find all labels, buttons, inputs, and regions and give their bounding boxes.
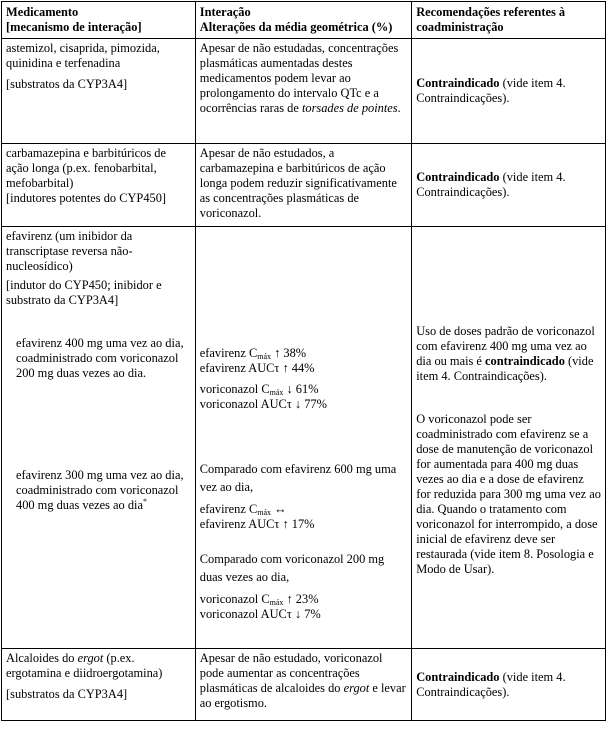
- drug-name: carbamazepina e barbitúricos de ação longa (p.ex. fenobarbital, mefobarbital): [6, 146, 166, 190]
- table-row: [2, 144, 606, 227]
- recommendation-cell: Contraindicado (vide item 4. Contraindicações).: [412, 649, 606, 721]
- efavirenz-300-regimen: efavirenz 300 mg uma vez ao dia, coadministrado com voriconazol 400 mg duas vezes ao dia*: [16, 468, 184, 512]
- drug-cell: [2, 649, 196, 721]
- drug-name: Alcaloides do ergot (p.ex. ergotamina e diidroergotamina): [6, 651, 163, 680]
- table-row: [2, 649, 606, 721]
- efavirenz-400-regimen: efavirenz 400 mg uma vez ao dia, coadministrado com voriconazol 200 mg duas vezes ao dia.: [16, 336, 184, 380]
- drug-cell: [2, 227, 196, 649]
- interaction-cell: Apesar de não estudadas, concentrações plasmáticas aumentadas destes medicamentos podem levar ao prolongamento do intervalo QTc e a ocorrências raras de torsades de pointes.: [195, 39, 411, 144]
- table-row: [2, 39, 606, 144]
- interaction-cell: Apesar de não estudado, voriconazol pode aumentar as concentrações plasmáticas de alcaloides do ergot e levar ao ergotismo.: [195, 649, 411, 721]
- drug-mechanism: [substratos da CYP3A4]: [6, 77, 128, 91]
- header-medicamento: Medicamento [mecanismo de interação]: [2, 2, 196, 39]
- header-recomendacoes: Recomendações referentes à coadministração: [412, 2, 606, 39]
- interaction-cell: efavirenz $C_{máx}$ ↑ 38% efavirenz AUCτ ↑ 44% voriconazol $C_{máx}$ ↓ 61% voriconazol AUCτ ↓ 77% Comparado com efavirenz 600 mg uma vez ao dia, efavirenz $C_{máx}$ ↔ efavirenz AUCτ ↑ 17% Comparado com voriconazol 200 mg duas vezes ao dia, voriconazol $C_{máx}$ ↑ 23% voriconazol AUCτ ↓ 7%: [195, 227, 411, 649]
- interaction-cell: Apesar de não estudados, a carbamazepina e barbitúricos de ação longa podem reduzir significativamente as concentrações plasmáticas de voriconazol.: [195, 144, 411, 227]
- drug-interaction-table: [1, 1, 606, 721]
- drug-cell: [2, 39, 196, 144]
- table-header-row: [2, 2, 606, 39]
- drug-cell: [2, 144, 196, 227]
- drug-mechanism: [substratos da CYP3A4]: [6, 687, 128, 701]
- recommendation-cell: Uso de doses padrão de voriconazol com efavirenz 400 mg uma vez ao dia ou mais é contraindicado (vide item 4. Contraindicações). O voriconazol pode ser coadministrado com efavirenz se a dose de manutenção de voriconazol for aumentada para 400 mg duas vezes ao dia e a dose de efavirenz for reduzida para 300 mg uma vez ao dia. Quando o tratamento com voriconazol for interrompido, a dose inicial de efavirenz deve ser restaurada (vide item 8. Posologia e Modo de Usar).: [412, 227, 606, 649]
- drug-name: astemizol, cisaprida, pimozida, quinidina e terfenadina: [6, 41, 160, 70]
- header-interacao: Interação Alterações da média geométrica (%): [195, 2, 411, 39]
- table-row: [2, 227, 606, 649]
- recommendation-cell: Contraindicado (vide item 4. Contraindicações).: [412, 144, 606, 227]
- drug-name: efavirenz (um inibidor da transcriptase reversa não-nucleosídico): [6, 229, 133, 273]
- drug-mechanism: [indutores potentes do CYP450]: [6, 191, 167, 205]
- drug-mechanism: [indutor do CYP450; inibidor e substrato da CYP3A4]: [6, 278, 162, 307]
- recommendation-cell: Contraindicado (vide item 4. Contraindicações).: [412, 39, 606, 144]
